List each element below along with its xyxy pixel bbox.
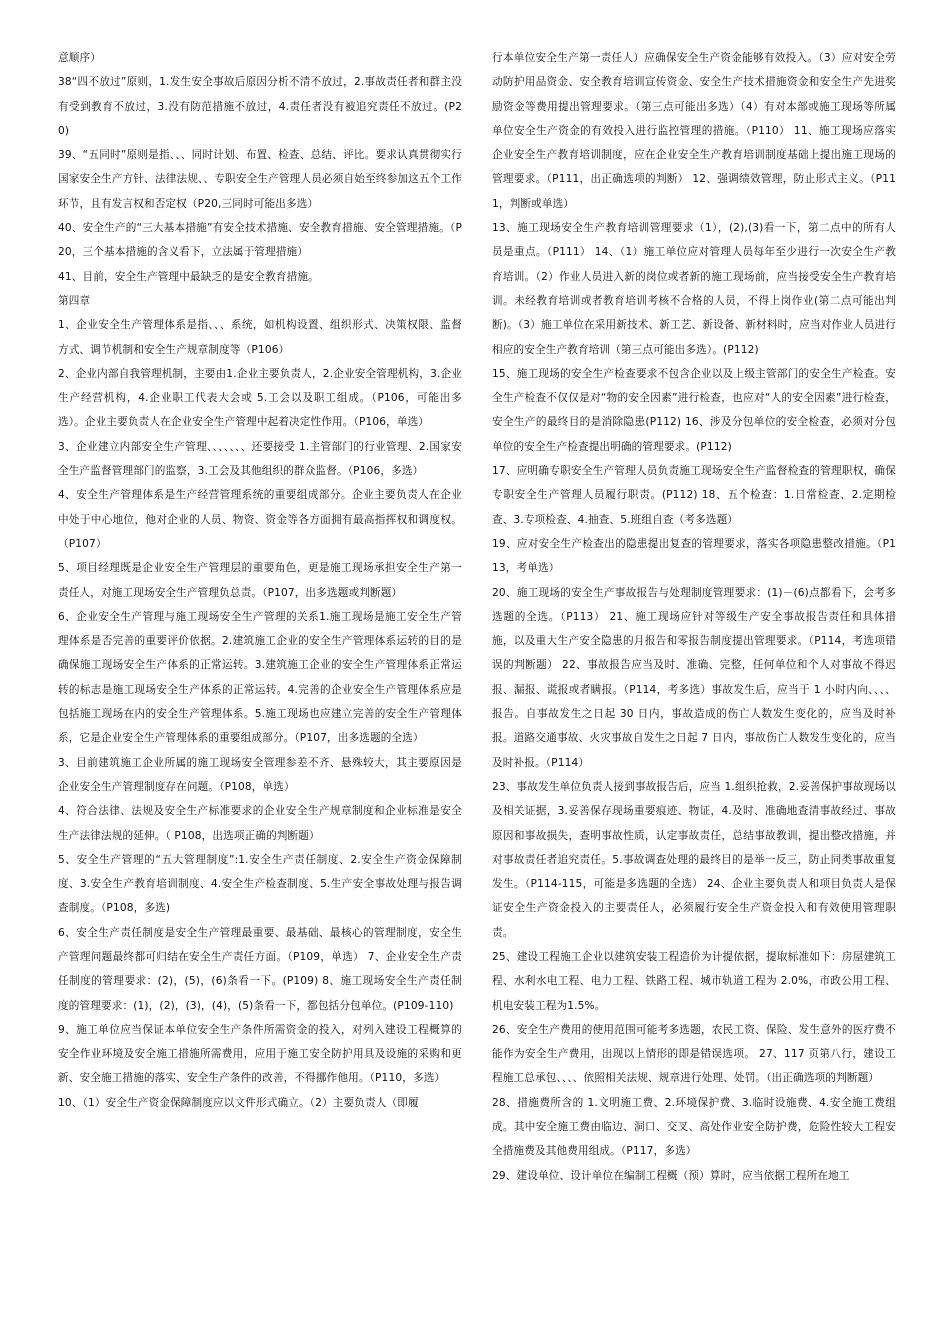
paragraph: 3、目前建筑施工企业所属的施工现场安全管理参差不齐、悬殊较大，其主要原因是企业安全生产管理制度存在问题。（P108，单选）	[58, 756, 462, 793]
paragraph: 10、（1）安全生产资金保障制度应以文件形式确立。（2）主要负责人（即履	[58, 1096, 419, 1109]
left-column	[58, 46, 462, 1115]
right-column	[492, 46, 896, 1188]
paragraph: 15、施工现场的安全生产检查要求不包含企业以及上级主管部门的安全生产检查。安全生产检查不仅仅是对“物的安全因素”进行检查，也应对“人的安全因素”进行检查，安全生产的最终目的是消除隐患(P112) 16、涉及分包单位的安全检查，必须对分包单位的安全生产检查提出明确的管理要求。(P112)	[492, 367, 896, 453]
paragraph: 13、施工现场安全生产教育培训管理要求（1），(2),(3)看一下，第二点中的所有人员是重点。（P111） 14、（1）施工单位应对管理人员每年至少进行一次安全生产教育培训。（2）作业人员进入新的岗位或者新的施工现场前，应当接受安全生产教育培训。未经教育培训或者教育培训考核不合格的人员，不得上岗作业(第二点可能出判断)。（3）施工单位在采用新技术、新工艺、新设备、新材料时，应当对作业人员进行相应的安全生产教育培训（第三点可能出多选）。(P112)	[492, 222, 896, 356]
paragraph: 4、符合法律、法规及安全生产标准要求的企业安全生产规章制度和企业标准是安全生产法律法规的延伸。（ P108，出选项正确的判断题）	[58, 805, 462, 842]
paragraph: 5、安全生产管理的“五大管理制度”:1.安全生产责任制度、2.安全生产资金保障制度、3.安全生产教育培训制度、4.安全生产检查制度、5.生产安全事故处理与报告调查制度。（P108，多选)	[58, 853, 462, 915]
paragraph: 39、“五同时”原则是指、、、同时计划、布置、检查、总结、评比。要求认真贯彻实行国家安全生产方针、法律法规、、专职安全生产管理人员必须自始至终参加这五个工作环节，且有发言权和否定权（P20,三同时可能出多选）	[58, 149, 462, 210]
paragraph: 17、应明确专职安全生产管理人员负责施工现场安全生产监督检查的管理职权，确保专职安全生产管理人员履行职责。(P112) 18、五个检查：1.日常检查、2.定期检查、3.专项检查、4.抽查、5.班组自查（考多选题）	[492, 465, 896, 526]
paragraph: 25、建设工程施工企业以建筑安装工程造价为计提依据，提取标准如下：房屋建筑工程、水利水电工程、电力工程、铁路工程、城市轨道工程为 2.0%，市政公用工程、机电安装工程为1.5%。	[492, 950, 896, 1012]
paragraph: 行本单位安全生产第一责任人）应确保安全生产资金能够有效投入。（3）应对安全劳动防护用品资金、安全教育培训宣传资金、安全生产技术措施资金和安全生产先进奖励资金等费用提出管理要求。（第三点可能出多选）（4）有对本部或施工现场等所属单位安全生产资金的有效投入进行监控管理的措施。（P110） 11、施工现场应落实企业安全生产教育培训制度，应在企业安全生产教育培训制度基础上提出施工现场的管理要求。（P111，出正确选项的判断） 12、强调绩效管理，防止形式主义。（P111，判断或单选）	[492, 52, 896, 210]
paragraph: 6、企业安全生产管理与施工现场安全生产管理的关系1.施工现场是施工安全生产管理体系是否完善的重要评价依据。2.建筑施工企业的安全生产管理体系运转的目的是确保施工现场安全生产体系的正常运转。3.建筑施工企业的安全生产管理体系正常运转的标志是施工现场安全生产体系的正常运转。4.完善的企业安全生产管理体系应是包括施工现场在内的安全生产管理体系。5.施工现场也应建立完善的安全生产管理体系，它是企业安全生产管理体系的重要组成部分。（P107，出多选题的全选）	[58, 610, 462, 745]
paragraph: 26、安全生产费用的使用范围可能考多选题，农民工资、保险、发生意外的医疗费不能作为安全生产费用，出现以上情形的即是错误选项。 27、117 页第八行，建设工程施工总承包、、、、依照相关法规、规章进行处理、处罚。（出正确选项的判断题）	[492, 1023, 896, 1085]
paragraph: 19、应对安全生产检查出的隐患提出复查的管理要求，落实各项隐患整改措施。（P113，考单选）	[492, 537, 896, 575]
paragraph: 6、安全生产责任制度是安全生产管理最重要、最基础、最核心的管理制度，安全生产管理问题最终都可归结在安全生产责任方面。（P109，单选） 7、企业安全生产责任制度的管理要求：(2)，(5)，(6)条看一下。(P109) 8、施工现场安全生产责任制度的管理要求：(1)，(2)，(3)，(4)，(5)条看一下，都包括分包单位。(P109-110)	[58, 926, 462, 1012]
paragraph: 9、施工单位应当保证本单位安全生产条件所需资金的投入，对列入建设工程概算的安全作业环境及安全施工措施所需费用，应用于施工安全防护用具及设施的采购和更新、安全施工措施的落实、安全生产条件的改善，不得挪作他用。（P110，多选）	[58, 1023, 462, 1085]
paragraph: 23、事故发生单位负责人接到事故报告后，应当 1.组织抢救，2.妥善保护事故现场以及相关证据，3.妥善保存现场重要痕迹、物证，4.及时、准确地查清事故经过、事故原因和事故损失，查明事故性质，认定事故责任，总结事故教训，提出整改措施，并对事故责任者追究责任。5.事故调查处理的最终目的是举一反三，防止同类事故重复发生。（P114-115，可能是多选题的全选） 24、企业主要负责人和项目负责人是保证安全生产资金投入的主要责任人，必须履行安全生产资金投入和有效使用管理职责。	[492, 780, 896, 939]
paragraph: 3、企业建立内部安全生产管理、、、、、、、还要接受 1.主管部门的行业管理、2.国家安全生产监督管理部门的监察，3.工会及其他组织的群众监督。（P106，多选）	[58, 440, 462, 478]
paragraph: 41、目前，安全生产管理中最缺乏的是安全教育措施。	[58, 270, 319, 283]
paragraph: 29、建设单位、设计单位在编制工程概（预）算时，应当依据工程所在地工	[492, 1169, 850, 1182]
paragraph: 28、措施费所含的 1.文明施工费、2.环境保护费、3.临时设施费、4.安全施工费组成。其中安全施工费由临边、洞口、交叉、高处作业安全防护费，危险性较大工程安全措施费及其他费用组成。（P117，多选）	[492, 1096, 896, 1158]
paragraph: 1、企业安全生产管理体系是指、、、系统，如机构设置、组织形式、决策权限、监督方式、调节机制和安全生产规章制度等（P106）	[58, 319, 462, 356]
paragraph: 意顺序）	[58, 52, 101, 64]
chapter-heading: 第四章	[58, 294, 91, 307]
paragraph: 4、安全生产管理体系是生产经营管理系统的重要组成部分。企业主要负责人在企业中处于中心地位，他对企业的人员、物资、资金等各方面拥有最高指挥权和调度权。（P107）	[58, 489, 462, 550]
paragraph: 20、施工现场的安全生产事故报告与处理制度管理要求：(1)－(6)点都看下，会考多选题的全选。（P113） 21、施工现场应针对等级生产安全事故报告责任和具体措施，以及重大生产安全隐患的月报告和零报告制度提出管理要求。（P114，考选项错误的判断题） 22、事故报告应当及时、准确、完整，任何单位和个人对事故不得迟报、漏报、谎报或者瞒报。（P114，考多选）事故发生后，应当于 1 小时内向、、、、报告。自事故发生之日起 30 日内，事故造成的伤亡人数发生变化的，应当及时补报。道路交通事故、火灾事故自发生之日起 7 日内，事故伤亡人数发生变化的，应当及时补报。（P114）	[492, 586, 896, 769]
paragraph: 38“四不放过”原则，1.发生安全事故后原因分析不清不放过，2.事故责任者和群主没有受到教育不放过，3.没有防范措施不放过，4.责任者没有被追究责任不放过。(P20)	[58, 76, 462, 137]
paragraph: 5、项目经理既是企业安全生产管理层的重要角色，更是施工现场承担安全生产第一责任人，对施工现场安全生产管理负总责。（P107，出多选题或判断题）	[58, 562, 462, 599]
paragraph: 40、安全生产的“三大基本措施”有安全技术措施、安全教育措施、安全管理措施。（P20，三个基本措施的含义看下，立法属于管理措施）	[58, 222, 462, 259]
paragraph: 2、企业内部自我管理机制，主要由1.企业主要负责人，2.企业安全管理机构，3.企业生产经营机构，4.企业职工代表大会或 5.工会以及职工组成。（P106，可能出多选）。企业主要负责人在企业安全生产管理中起着决定性作用。（P106，单选）	[58, 367, 462, 429]
